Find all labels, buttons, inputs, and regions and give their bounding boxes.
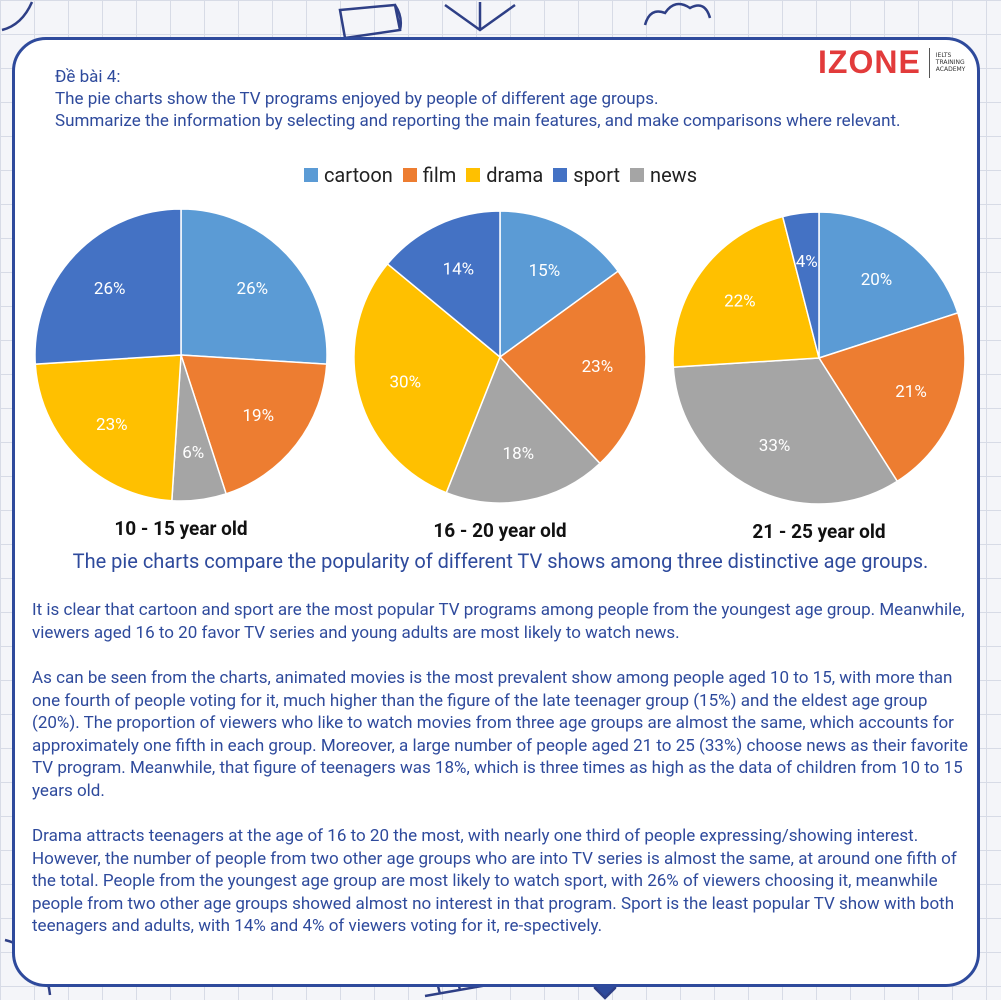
pie-data-label-sport: 26% bbox=[93, 279, 126, 300]
pie-data-label-drama: 30% bbox=[389, 372, 422, 393]
legend-swatch bbox=[403, 168, 417, 182]
pie-data-label-film: 19% bbox=[242, 405, 275, 426]
pie-title: 10 - 15 year old bbox=[114, 517, 248, 540]
chart-legend bbox=[0, 163, 1001, 187]
essay-paragraph: As can be seen from the charts, animated movies is the most prevalent show among people aged 10 to 15, with more than one fourth of people voting for it, much higher than the figure of the late teenager group (15%) and the eldest age group (20%). The proportion of viewers who like to watch movies from three age groups are almost the same, which accounts for approximately one fifth in each group. Moreover, a large number of people aged 21 to 25 (33%) choose news as their favorite TV program. Meanwhile, that figure of teenagers was 18%, which is three times as high as the data of children from 10 to 15 years old. bbox=[32, 668, 968, 801]
legend-swatch bbox=[304, 168, 318, 182]
corner-doodle bbox=[0, 0, 40, 40]
pie-title: 16 - 20 year old bbox=[433, 519, 567, 542]
essay-body bbox=[32, 599, 970, 961]
essay-paragraph: It is clear that cartoon and sport are the most popular TV programs among people from the youngest age group. Meanwhile, viewers aged 16 to 20 favor TV series and young adults are most likely to watch news. bbox=[32, 600, 965, 643]
task-prompt bbox=[55, 66, 925, 132]
pie-title: 21 - 25 year old bbox=[752, 520, 886, 543]
legend-swatch bbox=[553, 168, 567, 182]
pie-data-label-sport: 14% bbox=[442, 259, 475, 280]
logo-wordmark: IZONE bbox=[818, 44, 921, 80]
legend-item-news: news bbox=[630, 163, 697, 187]
pie-data-label-drama: 23% bbox=[96, 415, 128, 436]
logo-tagline: IELTS TRAINING ACADEMY bbox=[935, 52, 966, 73]
pie-data-label-news: 33% bbox=[758, 436, 791, 457]
pie-data-label-news: 6% bbox=[182, 443, 205, 464]
legend-item-film: film bbox=[403, 163, 457, 187]
prompt-title: Đề bài 4: bbox=[55, 67, 121, 87]
essay-paragraph: Drama attracts teenagers at the age of 16 to 20 the most, with nearly one third of people expressing/showing interest. However, the number of people from two other age groups who are into TV series is almost the same, at around one fifth of the total. People from the youngest age group are most likely to watch sport, with 26% of viewers choosing it, meanwhile people from two other age groups showed almost no interest in that program. Sport is the least popular TV show with both teenagers and adults, with 14% and 4% of viewers voting for it, re-spectively. bbox=[32, 826, 957, 936]
pie-data-label-film: 21% bbox=[895, 382, 927, 403]
pie-charts bbox=[0, 195, 1001, 545]
pie-data-label-drama: 22% bbox=[724, 291, 756, 312]
prompt-line: The pie charts show the TV programs enjoyed by people of different age groups. bbox=[55, 89, 659, 109]
pie-data-label-cartoon: 26% bbox=[236, 279, 269, 300]
legend-swatch bbox=[466, 168, 480, 182]
legend-swatch bbox=[630, 168, 644, 182]
essay-headline: The pie charts compare the popularity of different TV shows among three distinctive age groups. bbox=[72, 549, 929, 573]
legend-item-drama: drama bbox=[466, 163, 543, 187]
legend-item-sport: sport bbox=[553, 163, 620, 187]
legend-item-cartoon: cartoon bbox=[304, 163, 393, 187]
pie-data-label-cartoon: 15% bbox=[528, 260, 561, 281]
pie-data-label-film: 23% bbox=[581, 357, 614, 378]
book-doodle bbox=[440, 0, 520, 35]
cloud-doodle bbox=[640, 0, 720, 30]
pie-data-label-sport: 4% bbox=[795, 251, 818, 272]
pie-data-label-news: 18% bbox=[502, 444, 535, 465]
logo-divider bbox=[929, 48, 930, 78]
prompt-line: Summarize the information by selecting and reporting the main features, and make comparisons where relevant. bbox=[55, 111, 901, 131]
pie-data-label-cartoon: 20% bbox=[860, 269, 893, 290]
